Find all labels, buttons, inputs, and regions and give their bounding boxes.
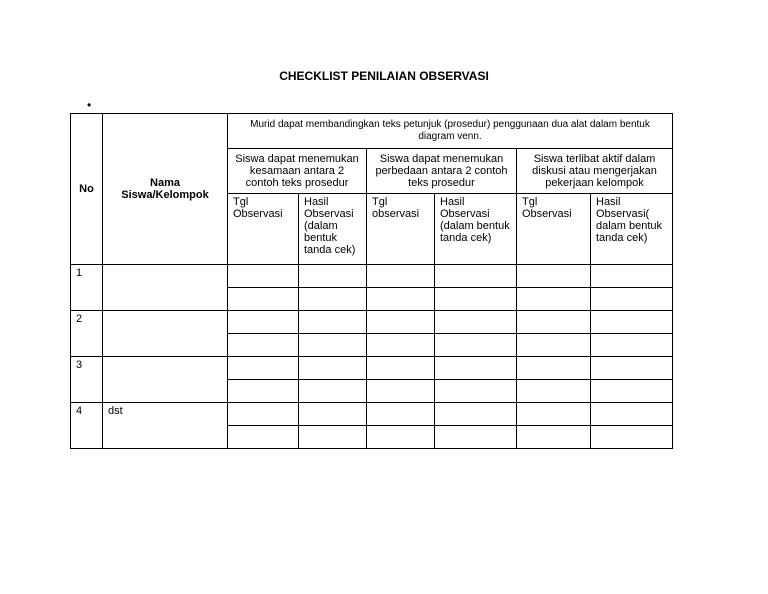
cell-tgl-1[interactable] <box>228 311 299 334</box>
cell-tgl-3[interactable] <box>517 334 591 357</box>
cell-tgl-2[interactable] <box>367 334 435 357</box>
cell-hasil-2[interactable] <box>435 357 517 380</box>
cell-hasil-1[interactable] <box>299 288 367 311</box>
cell-tgl-3[interactable] <box>517 265 591 288</box>
header-group-diskusi: Siswa terlibat aktif dalam diskusi atau mengerjakan pekerjaan kelompok <box>517 149 673 194</box>
row-no: 3 <box>71 357 103 403</box>
row-nama[interactable] <box>103 357 228 403</box>
header-sub-tgl-3: Tgl Observasi <box>517 194 591 265</box>
cell-tgl-1[interactable] <box>228 403 299 426</box>
cell-hasil-3[interactable] <box>591 403 673 426</box>
cell-hasil-1[interactable] <box>299 403 367 426</box>
row-no: 4 <box>71 403 103 449</box>
header-nama: Nama Siswa/Kelompok <box>103 114 228 265</box>
cell-tgl-2[interactable] <box>367 426 435 449</box>
header-sub-tgl-1: Tgl Observasi <box>228 194 299 265</box>
cell-hasil-1[interactable] <box>299 357 367 380</box>
cell-hasil-2[interactable] <box>435 403 517 426</box>
cell-hasil-3[interactable] <box>591 265 673 288</box>
observation-checklist-table <box>70 113 673 449</box>
cell-hasil-3[interactable] <box>591 380 673 403</box>
cell-hasil-3[interactable] <box>591 288 673 311</box>
cell-tgl-2[interactable] <box>367 265 435 288</box>
header-sub-hasil-3: Hasil Observasi( dalam bentuk tanda cek) <box>591 194 673 265</box>
cell-tgl-2[interactable] <box>367 311 435 334</box>
cell-tgl-3[interactable] <box>517 288 591 311</box>
cell-hasil-2[interactable] <box>435 265 517 288</box>
cell-hasil-2[interactable] <box>435 334 517 357</box>
header-no: No <box>71 114 103 265</box>
row-nama[interactable]: dst <box>103 403 228 449</box>
cell-hasil-1[interactable] <box>299 311 367 334</box>
cell-tgl-3[interactable] <box>517 380 591 403</box>
header-group-perbedaan: Siswa dapat menemukan perbedaan antara 2 contoh teks prosedur <box>367 149 517 194</box>
row-no: 2 <box>71 311 103 357</box>
cell-tgl-3[interactable] <box>517 357 591 380</box>
header-sub-hasil-1: Hasil Observasi (dalam bentuk tanda cek) <box>299 194 367 265</box>
header-row-main <box>71 114 673 149</box>
bullet-marker: • <box>87 98 92 112</box>
cell-hasil-2[interactable] <box>435 288 517 311</box>
table-row <box>71 403 673 426</box>
cell-tgl-2[interactable] <box>367 357 435 380</box>
cell-tgl-1[interactable] <box>228 288 299 311</box>
cell-tgl-1[interactable] <box>228 426 299 449</box>
cell-tgl-1[interactable] <box>228 265 299 288</box>
header-main-objective: Murid dapat membandingkan teks petunjuk (prosedur) penggunaan dua alat dalam bentuk diagram venn. <box>228 114 673 149</box>
cell-hasil-1[interactable] <box>299 265 367 288</box>
cell-tgl-1[interactable] <box>228 334 299 357</box>
cell-hasil-3[interactable] <box>591 334 673 357</box>
cell-hasil-2[interactable] <box>435 426 517 449</box>
header-group-kesamaan: Siswa dapat menemukan kesamaan antara 2 contoh teks prosedur <box>228 149 367 194</box>
header-sub-hasil-2: Hasil Observasi (dalam bentuk tanda cek) <box>435 194 517 265</box>
document-title: CHECKLIST PENILAIAN OBSERVASI <box>279 69 489 83</box>
cell-hasil-1[interactable] <box>299 380 367 403</box>
header-sub-tgl-2: Tgl observasi <box>367 194 435 265</box>
cell-hasil-2[interactable] <box>435 311 517 334</box>
table-row <box>71 265 673 288</box>
cell-tgl-3[interactable] <box>517 311 591 334</box>
cell-tgl-1[interactable] <box>228 357 299 380</box>
cell-hasil-1[interactable] <box>299 334 367 357</box>
table-row <box>71 357 673 380</box>
cell-tgl-2[interactable] <box>367 380 435 403</box>
cell-hasil-2[interactable] <box>435 380 517 403</box>
cell-tgl-2[interactable] <box>367 288 435 311</box>
cell-hasil-3[interactable] <box>591 357 673 380</box>
row-no: 1 <box>71 265 103 311</box>
cell-hasil-3[interactable] <box>591 311 673 334</box>
cell-tgl-3[interactable] <box>517 426 591 449</box>
cell-tgl-2[interactable] <box>367 403 435 426</box>
table-row <box>71 311 673 334</box>
cell-tgl-3[interactable] <box>517 403 591 426</box>
cell-hasil-3[interactable] <box>591 426 673 449</box>
row-nama[interactable] <box>103 311 228 357</box>
cell-tgl-1[interactable] <box>228 380 299 403</box>
row-nama[interactable] <box>103 265 228 311</box>
cell-hasil-1[interactable] <box>299 426 367 449</box>
